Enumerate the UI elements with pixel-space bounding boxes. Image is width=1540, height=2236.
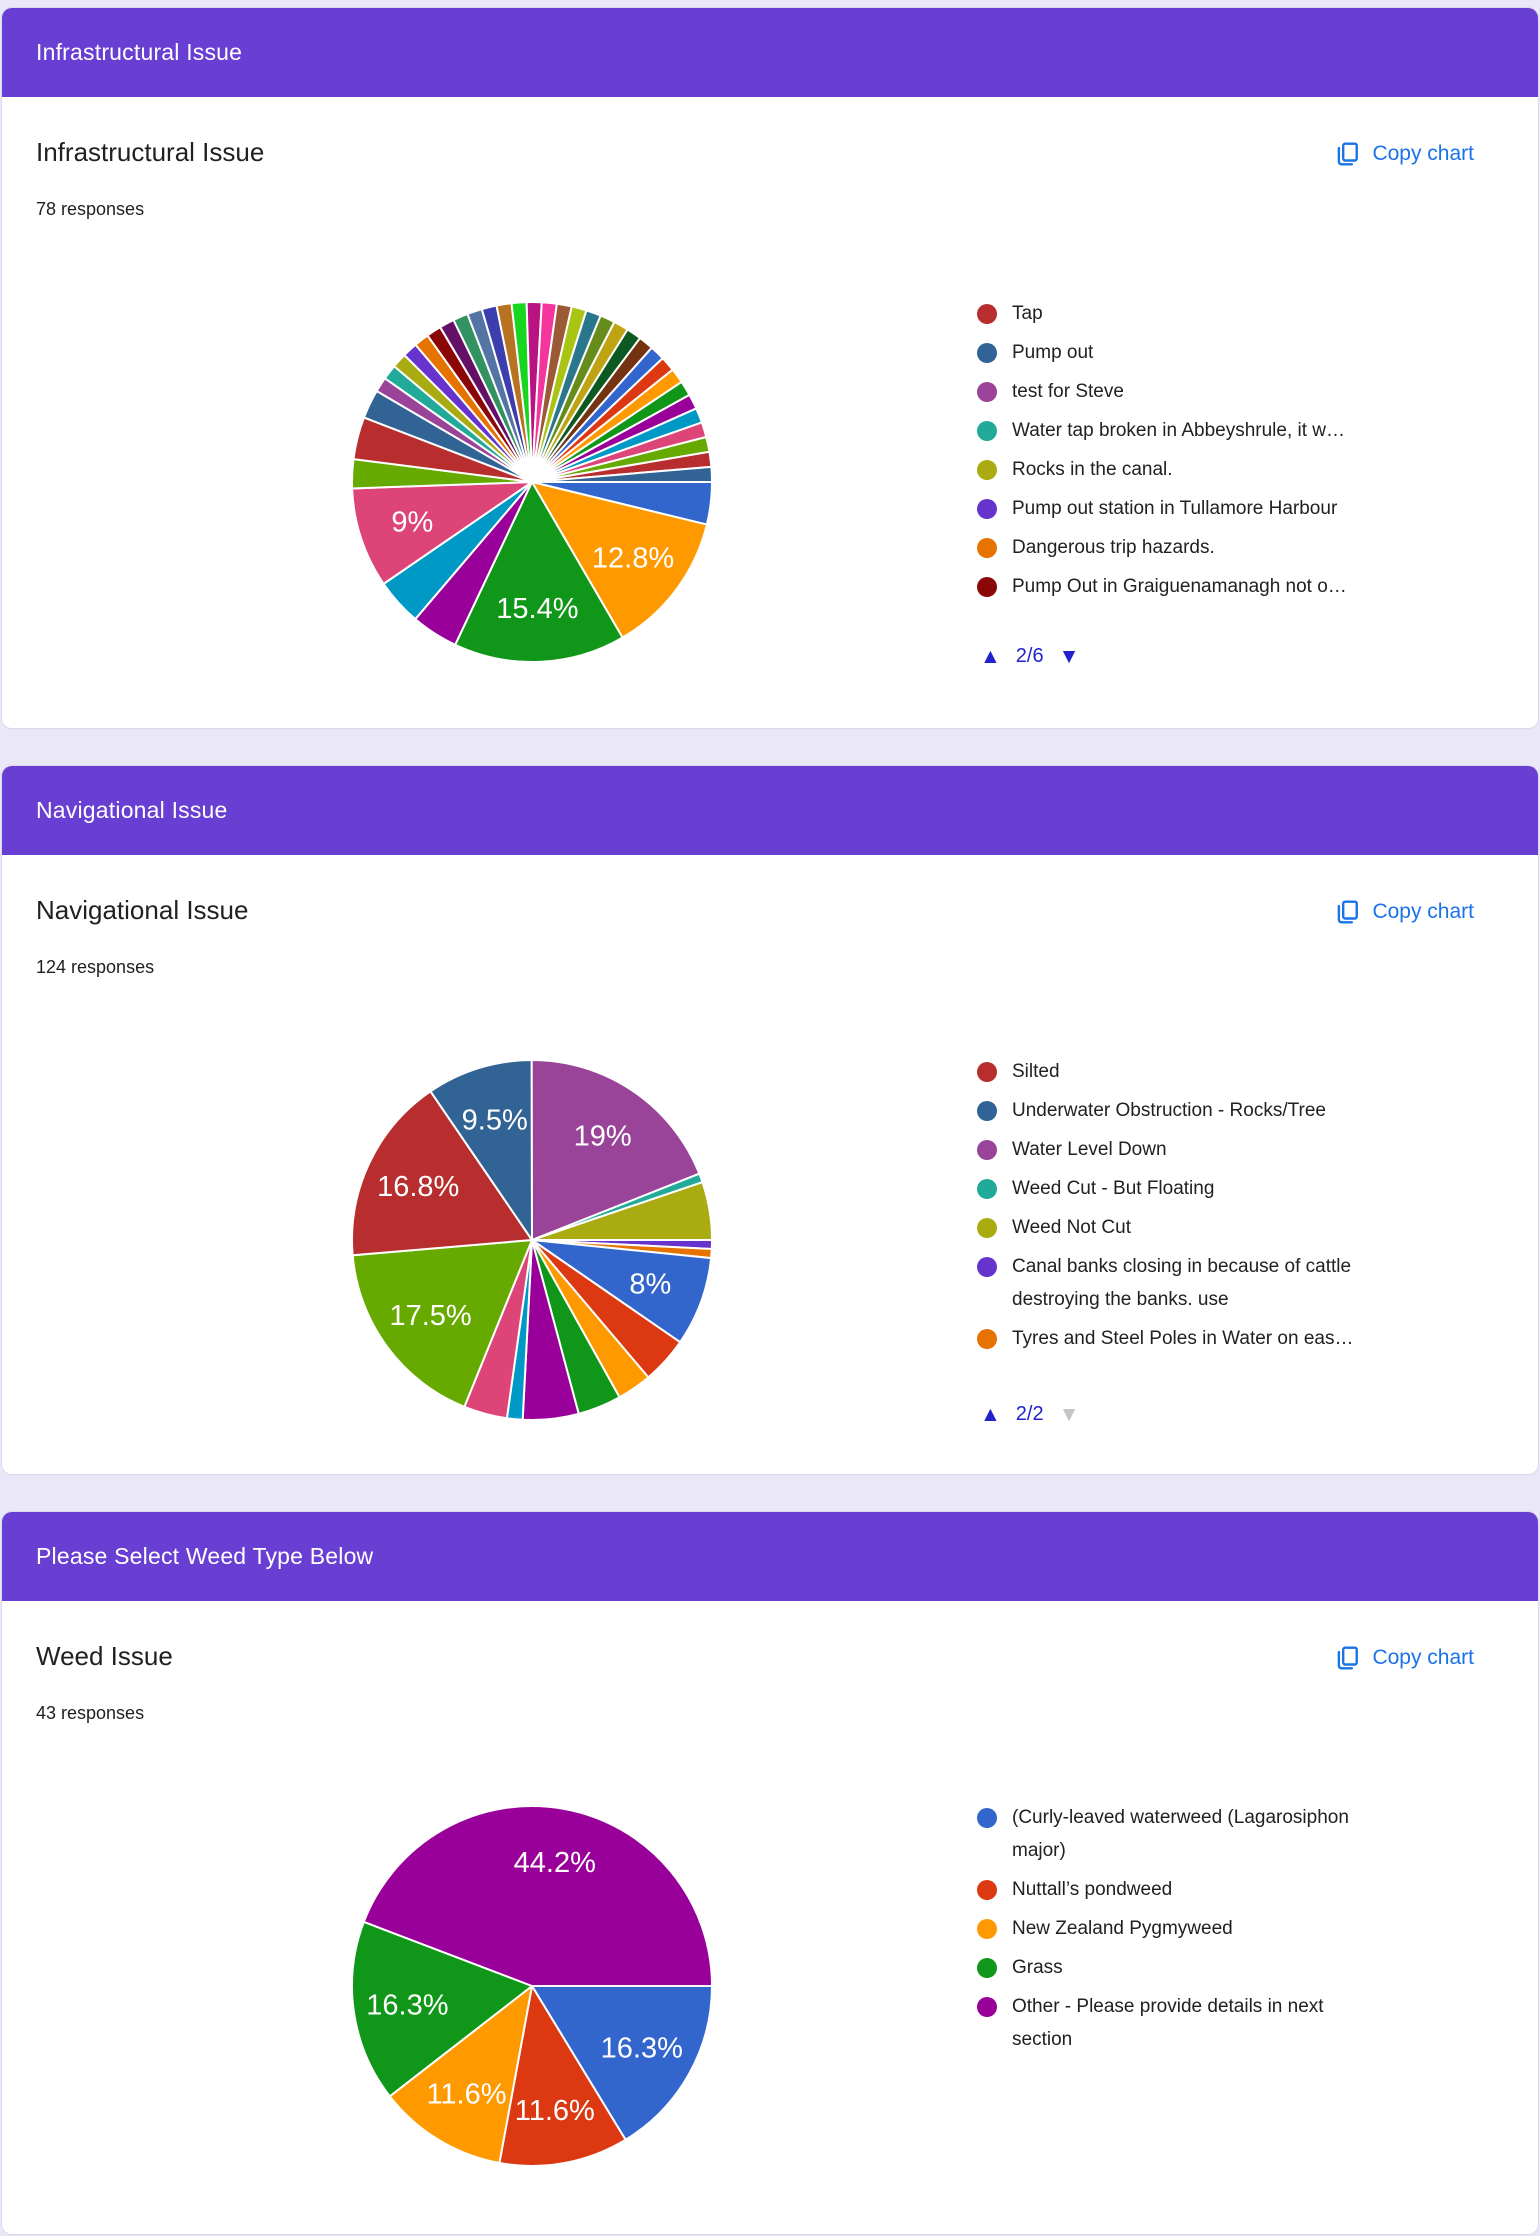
legend-item (977, 1912, 1377, 1945)
pie-slice-label: 8% (629, 1268, 672, 1301)
legend-color-dot (977, 1329, 997, 1349)
legend-color-dot (977, 1140, 997, 1160)
legend-item (977, 336, 1377, 369)
pie-slice-label: 16.3% (600, 2032, 683, 2065)
legend-item-label: Other - Please provide details in next section (1012, 1996, 1324, 2050)
legend-item-label: test for Steve (1012, 381, 1124, 402)
response-count: 124 responses (36, 957, 155, 977)
legend-item-label: Weed Not Cut (1012, 1217, 1131, 1238)
copy-chart-label: Copy chart (1372, 1646, 1474, 1669)
legend-color-dot (977, 1257, 997, 1277)
response-count: 78 responses (36, 199, 145, 219)
chart-title: Infrastructural Issue (36, 137, 265, 167)
legend-item (977, 1172, 1377, 1205)
card-body (2, 97, 1538, 728)
pie-slice-label: 16.3% (366, 1989, 449, 2022)
legend-color-dot (977, 1808, 997, 1828)
legend-item-label: Underwater Obstruction - Rocks/Tree (1012, 1100, 1326, 1121)
question-card-navigational (2, 766, 1538, 1474)
pie-slice-label: 16.8% (377, 1170, 460, 1203)
legend-page-up-icon[interactable]: ▲ (980, 645, 1001, 668)
section-banner (2, 766, 1538, 855)
legend-item-label: Tyres and Steel Poles in Water on eas… (1012, 1328, 1354, 1349)
legend-page-down-icon[interactable]: ▼ (1058, 1403, 1080, 1426)
legend-item-label: Pump out (1012, 342, 1094, 363)
legend-page-indicator: 2/2 (1015, 1403, 1044, 1425)
legend-color-dot (977, 304, 997, 324)
card-body (2, 855, 1538, 1474)
legend-item (977, 1055, 1377, 1088)
copy-chart-button[interactable] (1326, 893, 1482, 931)
section-banner (2, 8, 1538, 97)
copy-icon (1334, 1645, 1360, 1671)
section-banner (2, 1512, 1538, 1601)
legend-item-label: Water tap broken in Abbeyshrule, it w… (1012, 420, 1346, 441)
response-count: 43 responses (36, 1703, 145, 1723)
pie-chart (342, 292, 722, 672)
legend-item-label: Weed Cut - But Floating (1012, 1178, 1215, 1199)
legend-item (977, 375, 1377, 408)
copy-chart-button[interactable] (1326, 135, 1482, 173)
legend-item (977, 1250, 1377, 1316)
legend-color-dot (977, 421, 997, 441)
legend-color-dot (977, 577, 997, 597)
legend-item-label: Canal banks closing in because of cattle destroying the banks. use (1012, 1256, 1352, 1310)
pie-slice-label: 12.8% (591, 542, 675, 575)
chart-legend (977, 1055, 1377, 1361)
legend-item-label: Nuttall’s pondweed (1012, 1879, 1173, 1900)
chart-legend (977, 297, 1377, 609)
legend-color-dot (977, 382, 997, 402)
legend-item (977, 1801, 1377, 1867)
legend-color-dot (977, 1958, 997, 1978)
pie-slice-label: 17.5% (389, 1299, 472, 1332)
legend-item (977, 492, 1377, 525)
legend-page-indicator: 2/6 (1015, 645, 1044, 667)
pie-slice-label: 9% (391, 506, 434, 539)
legend-item (977, 1990, 1377, 2056)
legend-item-label: Rocks in the canal. (1012, 459, 1173, 480)
legend-item (977, 531, 1377, 564)
pie-slice-label: 44.2% (513, 1847, 596, 1880)
question-card-weed-type (2, 1512, 1538, 2234)
legend-item-label: Grass (1012, 1957, 1063, 1978)
legend-color-dot (977, 1919, 997, 1939)
legend-item-label: Silted (1012, 1061, 1060, 1082)
pie-chart (342, 1796, 722, 2176)
legend-page-down-icon[interactable]: ▼ (1058, 645, 1080, 668)
legend-item (977, 1133, 1377, 1166)
copy-chart-button[interactable] (1326, 1639, 1482, 1677)
legend-pagination (980, 645, 1079, 668)
pie-slice-label: 11.6% (426, 2078, 507, 2111)
legend-pagination (980, 1403, 1079, 1426)
section-banner-title: Navigational Issue (36, 797, 228, 823)
legend-item (977, 1873, 1377, 1906)
pie-chart (342, 1050, 722, 1430)
legend-item-label: Tap (1012, 303, 1043, 324)
legend-item-label: (Curly-leaved waterweed (Lagarosiphon major) (1012, 1807, 1349, 1861)
legend-item-label: Pump out station in Tullamore Harbour (1012, 498, 1338, 519)
question-card-infrastructural (2, 8, 1538, 728)
legend-item-label: New Zealand Pygmyweed (1012, 1918, 1233, 1939)
copy-chart-label: Copy chart (1372, 900, 1474, 923)
legend-item (977, 1322, 1377, 1355)
copy-icon (1334, 899, 1360, 925)
legend-page-up-icon[interactable]: ▲ (980, 1403, 1001, 1426)
legend-color-dot (977, 1062, 997, 1082)
legend-item-label: Dangerous trip hazards. (1012, 537, 1215, 558)
pie-slice-label: 15.4% (496, 592, 579, 625)
legend-item (977, 414, 1377, 447)
legend-color-dot (977, 343, 997, 363)
pie-slice-label: 9.5% (461, 1104, 528, 1137)
section-banner-title: Infrastructural Issue (36, 39, 243, 65)
chart-title: Navigational Issue (36, 895, 249, 925)
section-banner-title: Please Select Weed Type Below (36, 1543, 374, 1569)
chart-title: Weed Issue (36, 1641, 173, 1671)
legend-color-dot (977, 1218, 997, 1238)
card-body (2, 1601, 1538, 2234)
pie-slice-label: 19% (573, 1120, 632, 1153)
legend-item (977, 453, 1377, 486)
legend-item (977, 1094, 1377, 1127)
legend-color-dot (977, 1997, 997, 2017)
legend-item-label: Pump Out in Graiguenamanagh not o… (1012, 576, 1347, 597)
legend-color-dot (977, 460, 997, 480)
chart-legend (977, 1801, 1377, 2062)
legend-item (977, 1951, 1377, 1984)
legend-item-label: Water Level Down (1012, 1139, 1167, 1160)
legend-color-dot (977, 499, 997, 519)
legend-item (977, 570, 1377, 603)
copy-chart-label: Copy chart (1372, 142, 1474, 165)
legend-item (977, 1211, 1377, 1244)
legend-color-dot (977, 1101, 997, 1121)
copy-icon (1334, 141, 1360, 167)
legend-color-dot (977, 1179, 997, 1199)
legend-color-dot (977, 1880, 997, 1900)
legend-item (977, 297, 1377, 330)
legend-color-dot (977, 538, 997, 558)
pie-slice-label: 11.6% (514, 2094, 595, 2127)
